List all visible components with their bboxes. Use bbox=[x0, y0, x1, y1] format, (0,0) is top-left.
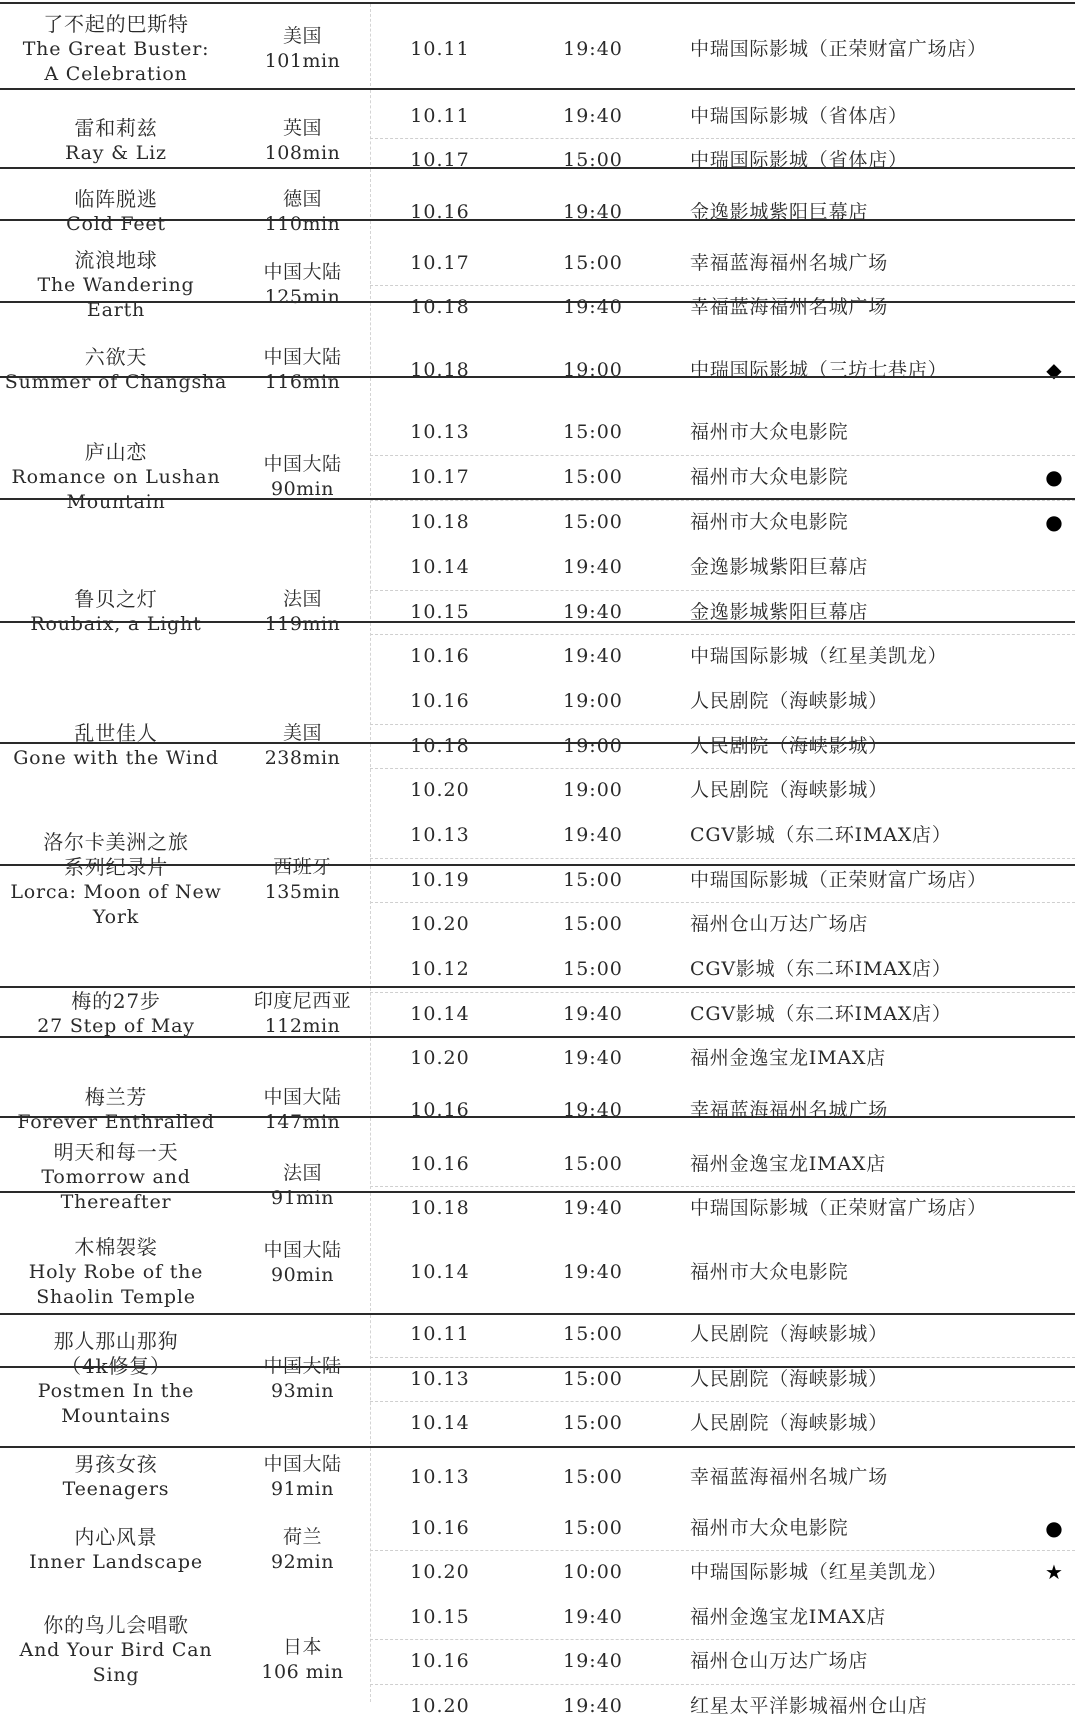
film-title-cn: 鲁贝之灯 bbox=[74, 587, 158, 611]
screening-date: 10.20 bbox=[410, 1561, 470, 1583]
screening-date: 10.16 bbox=[410, 1153, 470, 1175]
screening-venue: 中瑞国际影城（正荣财富广场店） bbox=[690, 38, 988, 60]
circle-icon: ● bbox=[1045, 465, 1063, 489]
screening-venue: CGV影城（东二环IMAX店） bbox=[690, 1003, 952, 1025]
row-divider bbox=[0, 1191, 1075, 1193]
film-title bbox=[0, 248, 232, 323]
film-title-en: 27 Step of May bbox=[37, 1015, 195, 1037]
film-title bbox=[0, 1085, 232, 1135]
film-country: 中国大陆 bbox=[263, 1239, 342, 1261]
film-title-en: Earth bbox=[86, 298, 146, 321]
film-country: 日本 bbox=[282, 1636, 322, 1658]
column-divider bbox=[370, 1448, 371, 1702]
row-divider bbox=[0, 167, 1075, 169]
column-divider bbox=[370, 303, 371, 374]
film-title-en: Tomorrow and bbox=[41, 1165, 191, 1188]
film-title bbox=[0, 12, 232, 87]
screening-date: 10.11 bbox=[410, 105, 470, 127]
screening-date: 10.18 bbox=[410, 1197, 470, 1219]
screening-date: 10.16 bbox=[410, 201, 470, 223]
screening-date: 10.18 bbox=[410, 359, 470, 381]
film-runtime: 93min bbox=[270, 1380, 334, 1402]
film-title-en: Forever Enthralled bbox=[17, 1111, 215, 1133]
screening-time: 15:00 bbox=[563, 958, 623, 980]
screening-time: 15:00 bbox=[563, 1466, 623, 1488]
screening-time: 19:40 bbox=[563, 1695, 623, 1717]
screening-date: 10.16 bbox=[410, 690, 470, 712]
screening-venue: 福州市大众电影院 bbox=[690, 466, 849, 488]
screening-divider bbox=[370, 634, 1075, 635]
film-title-en: York bbox=[92, 906, 140, 928]
screening-date: 10.13 bbox=[410, 824, 470, 846]
film-title-cn: 流浪地球 bbox=[74, 247, 158, 272]
film-title-cn: 临阵脱逃 bbox=[74, 187, 158, 211]
screening-venue: 福州金逸宝龙IMAX店 bbox=[690, 1606, 887, 1628]
screening-date: 10.14 bbox=[410, 1261, 470, 1283]
screening-venue: 人民剧院（海峡影城） bbox=[690, 779, 889, 801]
screening-time: 15:00 bbox=[563, 149, 623, 171]
diamond-icon: ◆ bbox=[1046, 358, 1062, 382]
screening-divider bbox=[370, 500, 1075, 501]
film-country: 英国 bbox=[282, 117, 322, 139]
screening-venue: 中瑞国际影城（正荣财富广场店） bbox=[690, 869, 988, 891]
film-title-en: The Wandering bbox=[37, 273, 195, 296]
screening-date: 10.17 bbox=[410, 252, 470, 274]
film-runtime: 135min bbox=[264, 881, 341, 903]
screening-date: 10.16 bbox=[410, 1650, 470, 1672]
film-title-cn: 内心风景 bbox=[74, 1525, 158, 1549]
film-origin bbox=[235, 1354, 370, 1404]
film-title-cn: 六欲天 bbox=[84, 345, 148, 369]
film-title bbox=[0, 587, 232, 637]
film-origin bbox=[235, 1525, 370, 1575]
screening-date: 10.18 bbox=[410, 296, 470, 318]
screening-venue: CGV影城（东二环IMAX店） bbox=[690, 958, 952, 980]
film-runtime: 108min bbox=[264, 142, 341, 164]
screening-date: 10.14 bbox=[410, 1003, 470, 1025]
screening-date: 10.12 bbox=[410, 958, 470, 980]
column-divider bbox=[370, 1193, 371, 1311]
screening-date: 10.20 bbox=[410, 913, 470, 935]
film-origin bbox=[235, 452, 370, 502]
screening-time: 10:00 bbox=[563, 1561, 623, 1583]
film-origin bbox=[235, 855, 370, 905]
film-title-cn: 明天和每一天 bbox=[53, 1139, 179, 1164]
screening-date: 10.16 bbox=[410, 1517, 470, 1539]
screening-time: 19:40 bbox=[563, 645, 623, 667]
screening-venue: 人民剧院（海峡影城） bbox=[690, 735, 889, 757]
film-title bbox=[0, 1525, 232, 1575]
star-icon: ★ bbox=[1045, 1560, 1063, 1584]
screening-venue: 幸福蓝海福州名城广场 bbox=[690, 252, 889, 274]
column-divider bbox=[370, 744, 371, 862]
film-title-en: Postmen In the bbox=[37, 1380, 195, 1402]
film-title-en: Ray & Liz bbox=[65, 142, 167, 164]
screening-time: 15:00 bbox=[563, 1412, 623, 1434]
film-runtime: 90min bbox=[270, 1264, 334, 1286]
screening-venue: 福州市大众电影院 bbox=[690, 511, 849, 533]
film-origin bbox=[235, 187, 370, 237]
screening-venue: 中瑞国际影城（省体店） bbox=[690, 149, 908, 171]
film-title bbox=[0, 440, 232, 515]
film-title-cn: 木棉袈裟 bbox=[74, 1234, 158, 1259]
film-country: 中国大陆 bbox=[263, 1453, 342, 1475]
circle-icon: ● bbox=[1045, 1516, 1063, 1540]
column-divider bbox=[370, 169, 371, 217]
screening-date: 10.15 bbox=[410, 1606, 470, 1628]
screening-divider bbox=[370, 590, 1075, 591]
screening-date: 10.19 bbox=[410, 869, 470, 891]
film-country: 中国大陆 bbox=[263, 1355, 342, 1377]
screening-time: 19:40 bbox=[563, 824, 623, 846]
screening-date: 10.15 bbox=[410, 601, 470, 623]
screening-date: 10.18 bbox=[410, 735, 470, 757]
screening-venue: 人民剧院（海峡影城） bbox=[690, 1412, 889, 1434]
column-divider bbox=[370, 221, 371, 299]
screening-time: 15:00 bbox=[563, 869, 623, 891]
row-divider bbox=[0, 498, 1075, 500]
film-title-cn: 梅兰芳 bbox=[84, 1085, 148, 1109]
film-origin bbox=[235, 1238, 370, 1288]
screening-date: 10.20 bbox=[410, 1695, 470, 1717]
film-runtime: 238min bbox=[264, 747, 341, 769]
screening-time: 19:40 bbox=[563, 1003, 623, 1025]
film-title bbox=[0, 116, 232, 166]
film-title-en: And Your Bird Can bbox=[19, 1638, 213, 1661]
column-divider bbox=[370, 623, 371, 740]
film-country: 西班牙 bbox=[273, 856, 332, 878]
film-origin bbox=[235, 345, 370, 395]
row-divider bbox=[0, 88, 1075, 90]
film-title-en: Gone with the Wind bbox=[13, 747, 219, 769]
column-divider bbox=[370, 866, 371, 984]
film-runtime: 147min bbox=[264, 1111, 341, 1133]
film-runtime: 116min bbox=[264, 371, 341, 393]
screening-divider bbox=[370, 724, 1075, 725]
screening-time: 15:00 bbox=[563, 421, 623, 443]
screening-venue: 金逸影城紫阳巨幕店 bbox=[690, 201, 869, 223]
film-origin bbox=[235, 24, 370, 74]
film-title-cn: 男孩女孩 bbox=[74, 1452, 158, 1476]
column-divider bbox=[370, 4, 371, 86]
film-title-cn: 乱世佳人 bbox=[74, 721, 158, 745]
film-title-en: Teenagers bbox=[62, 1478, 170, 1500]
row-divider bbox=[0, 621, 1075, 623]
screening-time: 15:00 bbox=[563, 1517, 623, 1539]
column-divider bbox=[370, 500, 371, 619]
screening-venue: 福州金逸宝龙IMAX店 bbox=[690, 1047, 887, 1069]
circle-icon: ● bbox=[1045, 510, 1063, 534]
screening-time: 19:40 bbox=[563, 1047, 623, 1069]
screening-time: 19:40 bbox=[563, 601, 623, 623]
film-origin bbox=[235, 1085, 370, 1135]
screening-venue: 福州市大众电影院 bbox=[690, 1261, 849, 1283]
film-title-en: Roubaix, a Light bbox=[30, 613, 202, 635]
film-title-en: Holy Robe of the bbox=[28, 1260, 204, 1283]
film-country: 中国大陆 bbox=[263, 453, 342, 475]
screening-time: 19:40 bbox=[563, 201, 623, 223]
film-runtime: 112min bbox=[264, 1015, 341, 1037]
film-country: 美国 bbox=[282, 25, 322, 47]
film-title bbox=[0, 1452, 232, 1502]
screening-venue: CGV影城（东二环IMAX店） bbox=[690, 824, 952, 846]
row-divider bbox=[0, 301, 1075, 303]
film-title-cn: 梅的27步 bbox=[71, 989, 161, 1013]
row-divider bbox=[0, 864, 1075, 866]
screening-venue: 中瑞国际影城（红星美凯龙） bbox=[690, 1561, 948, 1583]
screening-date: 10.13 bbox=[410, 421, 470, 443]
column-divider bbox=[370, 1315, 371, 1364]
screening-venue: 福州金逸宝龙IMAX店 bbox=[690, 1153, 887, 1175]
screening-time: 19:40 bbox=[563, 1197, 623, 1219]
film-country: 荷兰 bbox=[282, 1526, 322, 1548]
film-country: 中国大陆 bbox=[263, 346, 342, 368]
screening-venue: 人民剧院（海峡影城） bbox=[690, 1368, 889, 1390]
screening-venue: 幸福蓝海福州名城广场 bbox=[690, 1466, 889, 1488]
column-divider bbox=[370, 1118, 371, 1189]
screening-venue: 中瑞国际影城（红星美凯龙） bbox=[690, 645, 948, 667]
screening-time: 15:00 bbox=[563, 252, 623, 274]
film-title-en: The Great Buster: bbox=[22, 37, 210, 60]
screening-date: 10.11 bbox=[410, 38, 470, 60]
column-divider bbox=[370, 1038, 371, 1114]
screening-venue: 金逸影城紫阳巨幕店 bbox=[690, 556, 869, 578]
film-country: 中国大陆 bbox=[263, 1086, 342, 1108]
screening-time: 15:00 bbox=[563, 1153, 623, 1175]
column-divider bbox=[370, 378, 371, 496]
film-country: 美国 bbox=[282, 722, 322, 744]
screening-venue: 福州仓山万达广场店 bbox=[690, 913, 869, 935]
screening-venue: 中瑞国际影城（正荣财富广场店） bbox=[690, 1197, 988, 1219]
film-title-cn: 庐山恋 bbox=[84, 439, 148, 464]
film-title-cn: 那人那山那狗 bbox=[53, 1329, 179, 1353]
film-country: 德国 bbox=[282, 188, 322, 210]
column-divider bbox=[370, 90, 371, 165]
screening-divider bbox=[370, 455, 1075, 456]
screening-venue: 中瑞国际影城（省体店） bbox=[690, 105, 908, 127]
screening-divider bbox=[370, 1401, 1075, 1402]
screening-time: 19:40 bbox=[563, 38, 623, 60]
screening-time: 15:00 bbox=[563, 913, 623, 935]
screening-time: 19:40 bbox=[563, 1261, 623, 1283]
screening-divider bbox=[370, 1550, 1075, 1551]
screening-time: 19:40 bbox=[563, 556, 623, 578]
film-title bbox=[0, 830, 232, 930]
screening-venue: 福州市大众电影院 bbox=[690, 1517, 849, 1539]
column-divider bbox=[370, 988, 371, 1034]
film-title-en: Shaolin Temple bbox=[36, 1285, 196, 1308]
screening-divider bbox=[370, 858, 1075, 859]
screening-divider bbox=[370, 1186, 1075, 1187]
screening-venue: 金逸影城紫阳巨幕店 bbox=[690, 601, 869, 623]
row-divider bbox=[0, 1366, 1075, 1368]
screening-venue: 福州仓山万达广场店 bbox=[690, 1650, 869, 1672]
film-title-en: Inner Landscape bbox=[29, 1551, 203, 1573]
film-runtime: 92min bbox=[270, 1551, 334, 1573]
screening-divider bbox=[370, 1357, 1075, 1358]
screening-venue: 人民剧院（海峡影城） bbox=[690, 1323, 889, 1345]
screening-venue: 红星太平洋影城福州仓山店 bbox=[690, 1695, 928, 1717]
film-title-en: Sing bbox=[92, 1663, 140, 1686]
screening-time: 19:00 bbox=[563, 779, 623, 801]
screening-date: 10.11 bbox=[410, 1323, 470, 1345]
film-title-en: Cold Feet bbox=[66, 213, 166, 235]
row-divider bbox=[0, 742, 1075, 744]
screening-time: 19:00 bbox=[563, 690, 623, 712]
screening-date: 10.17 bbox=[410, 149, 470, 171]
film-title-cn: 了不起的巴斯特 bbox=[43, 11, 189, 36]
film-title-en: Thereafter bbox=[60, 1190, 172, 1213]
screening-time: 19:00 bbox=[563, 735, 623, 757]
screening-time: 15:00 bbox=[563, 466, 623, 488]
film-title-en: Lorca: Moon of New bbox=[10, 881, 222, 903]
film-runtime: 106 min bbox=[261, 1661, 344, 1683]
film-origin bbox=[235, 1161, 370, 1211]
row-divider bbox=[0, 1036, 1075, 1038]
screening-time: 19:40 bbox=[563, 1099, 623, 1121]
screening-time: 15:00 bbox=[563, 1368, 623, 1390]
screening-date: 10.17 bbox=[410, 466, 470, 488]
screening-time: 15:00 bbox=[563, 1323, 623, 1345]
film-title-cn-subtitle: 系列纪录片 bbox=[64, 855, 168, 879]
screening-date: 10.13 bbox=[410, 1368, 470, 1390]
film-title-cn-subtitle: （4k修复） bbox=[61, 1354, 171, 1378]
screening-divider bbox=[370, 768, 1075, 769]
film-runtime: 90min bbox=[270, 478, 334, 500]
screening-date: 10.14 bbox=[410, 1412, 470, 1434]
film-origin bbox=[235, 587, 370, 637]
film-title bbox=[0, 1140, 232, 1215]
screening-divider bbox=[370, 902, 1075, 903]
row-divider bbox=[0, 376, 1075, 378]
screening-venue: 人民剧院（海峡影城） bbox=[690, 690, 889, 712]
row-divider bbox=[0, 219, 1075, 221]
film-title-cn: 你的鸟儿会唱歌 bbox=[43, 1612, 189, 1637]
row-divider bbox=[0, 1116, 1075, 1118]
screening-date: 10.14 bbox=[410, 556, 470, 578]
film-runtime: 91min bbox=[270, 1187, 334, 1209]
screening-date: 10.18 bbox=[410, 511, 470, 533]
screening-date: 10.20 bbox=[410, 779, 470, 801]
screening-date: 10.16 bbox=[410, 1099, 470, 1121]
film-title-en: Mountain bbox=[66, 490, 166, 513]
film-runtime: 119min bbox=[264, 613, 341, 635]
film-title-en: Mountains bbox=[61, 1405, 171, 1427]
film-title bbox=[0, 1235, 232, 1310]
row-divider bbox=[0, 1446, 1075, 1448]
screening-time: 19:40 bbox=[563, 296, 623, 318]
screening-divider bbox=[370, 1639, 1075, 1640]
film-title bbox=[0, 1613, 232, 1688]
screening-date: 10.20 bbox=[410, 1047, 470, 1069]
screening-venue: 中瑞国际影城（三坊七巷店） bbox=[690, 359, 948, 381]
film-title bbox=[0, 187, 232, 237]
row-divider bbox=[0, 1313, 1075, 1315]
screening-time: 19:00 bbox=[563, 359, 623, 381]
film-runtime: 91min bbox=[270, 1478, 334, 1500]
film-title-cn: 雷和莉兹 bbox=[74, 116, 158, 140]
film-runtime: 110min bbox=[264, 213, 341, 235]
column-divider bbox=[370, 1368, 371, 1444]
film-origin bbox=[235, 1452, 370, 1502]
row-divider bbox=[0, 986, 1075, 988]
screening-time: 15:00 bbox=[563, 511, 623, 533]
film-title bbox=[0, 989, 232, 1039]
film-title-en: Summer of Changsha bbox=[4, 371, 228, 393]
film-country: 法国 bbox=[282, 1162, 322, 1184]
film-country: 法国 bbox=[282, 588, 322, 610]
screening-date: 10.13 bbox=[410, 1466, 470, 1488]
screening-divider bbox=[370, 1684, 1075, 1685]
screening-venue: 幸福蓝海福州名城广场 bbox=[690, 1099, 889, 1121]
film-title-en: Romance on Lushan bbox=[11, 465, 221, 488]
film-origin bbox=[235, 721, 370, 771]
screening-time: 19:40 bbox=[563, 1606, 623, 1628]
film-title bbox=[0, 721, 232, 771]
screening-divider bbox=[370, 138, 1075, 139]
screening-time: 19:40 bbox=[563, 105, 623, 127]
screening-venue: 幸福蓝海福州名城广场 bbox=[690, 296, 889, 318]
film-title bbox=[0, 1329, 232, 1429]
film-country: 印度尼西亚 bbox=[253, 990, 352, 1012]
row-divider bbox=[0, 2, 1075, 4]
film-country: 中国大陆 bbox=[263, 261, 342, 283]
screening-time: 19:40 bbox=[563, 1650, 623, 1672]
film-title-cn: 洛尔卡美洲之旅 bbox=[43, 830, 189, 854]
film-origin bbox=[235, 989, 370, 1039]
film-origin bbox=[235, 116, 370, 166]
screening-venue: 福州市大众电影院 bbox=[690, 421, 849, 443]
screening-divider bbox=[370, 992, 1075, 993]
film-runtime: 101min bbox=[264, 50, 341, 72]
film-title bbox=[0, 345, 232, 395]
film-runtime: 125min bbox=[264, 286, 341, 308]
screening-divider bbox=[370, 285, 1075, 286]
film-origin bbox=[235, 1635, 370, 1685]
film-title-en: A Celebration bbox=[44, 62, 188, 85]
screening-date: 10.16 bbox=[410, 645, 470, 667]
